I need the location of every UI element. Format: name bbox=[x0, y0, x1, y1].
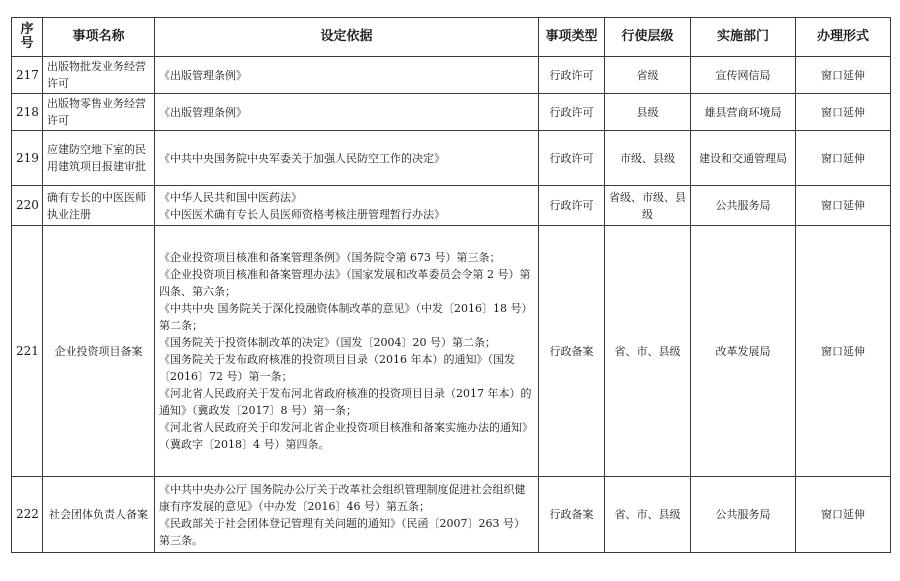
row-form: 窗口延伸 bbox=[796, 477, 891, 553]
row-basis bbox=[155, 186, 539, 226]
basis-line: 《河北省人民政府关于发布河北省政府核准的投资项目目录（2017 年本）的通知》（冀政发〔2017〕8 号）第一条； bbox=[159, 387, 532, 417]
row-form: 窗口延伸 bbox=[796, 186, 891, 226]
row-level: 市级、县级 bbox=[605, 131, 691, 186]
row-form: 窗口延伸 bbox=[796, 57, 891, 94]
basis-line: 《河北省人民政府关于印发河北省企业投资项目核准和备案实施办法的通知》（冀政字〔2018〕4 号）第四条。 bbox=[159, 421, 533, 451]
basis-line: 《出版管理条例》 bbox=[159, 68, 247, 82]
basis-line: 《中共中央 国务院关于深化投融资体制改革的意见》（中发〔2016〕18 号）第二条； bbox=[159, 302, 533, 332]
row-dept: 雄县营商环境局 bbox=[691, 94, 796, 131]
basis-line: 《民政部关于社会团体登记管理有关问题的通知》（民函〔2007〕263 号）第三条。 bbox=[159, 516, 525, 547]
table-row bbox=[12, 477, 891, 553]
row-form: 窗口延伸 bbox=[796, 131, 891, 186]
header-basis: 设定依据 bbox=[155, 18, 539, 57]
header-seq: 序号 bbox=[12, 18, 43, 57]
row-dept: 公共服务局 bbox=[691, 186, 796, 226]
row-seq: 219 bbox=[12, 131, 43, 186]
basis-line: 《国务院关于投资体制改革的决定》（国发〔2004〕20 号）第二条； bbox=[159, 336, 496, 349]
row-dept: 改革发展局 bbox=[691, 226, 796, 477]
row-dept: 宣传网信局 bbox=[691, 57, 796, 94]
matters-table bbox=[11, 17, 891, 553]
header-level: 行使层级 bbox=[605, 18, 691, 57]
row-level: 省、市、县级 bbox=[605, 226, 691, 477]
row-name: 应建防空地下室的民用建筑项目报建审批 bbox=[43, 131, 155, 186]
row-seq: 222 bbox=[12, 477, 43, 553]
row-type: 行政许可 bbox=[539, 186, 605, 226]
row-type: 行政备案 bbox=[539, 226, 605, 477]
row-basis bbox=[155, 94, 539, 131]
row-form: 窗口延伸 bbox=[796, 94, 891, 131]
row-level: 省级 bbox=[605, 57, 691, 94]
row-name: 企业投资项目备案 bbox=[43, 226, 155, 477]
row-basis bbox=[155, 57, 539, 94]
row-seq: 218 bbox=[12, 94, 43, 131]
header-type: 事项类型 bbox=[539, 18, 605, 57]
row-seq: 221 bbox=[12, 226, 43, 477]
basis-line: 《企业投资项目核准和备案管理办法》（国家发展和改革委员会令第 2 号）第四条、第六条； bbox=[159, 268, 531, 298]
row-seq: 217 bbox=[12, 57, 43, 94]
row-name: 出版物零售业务经营许可 bbox=[43, 94, 155, 131]
basis-line: 《中医医术确有专长人员医师资格考核注册管理暂行办法》 bbox=[159, 207, 445, 221]
basis-line: 《企业投资项目核准和备案管理条例》（国务院令第 673 号）第三条； bbox=[159, 251, 501, 264]
row-level: 省级、市级、县级 bbox=[605, 186, 691, 226]
row-dept: 建设和交通管理局 bbox=[691, 131, 796, 186]
table-row bbox=[12, 57, 891, 94]
row-seq: 220 bbox=[12, 186, 43, 226]
row-name: 出版物批发业务经营许可 bbox=[43, 57, 155, 94]
header-row bbox=[12, 18, 891, 57]
row-form: 窗口延伸 bbox=[796, 226, 891, 477]
basis-line: 《中华人民共和国中医药法》 bbox=[159, 190, 302, 204]
table-row bbox=[12, 131, 891, 186]
row-level: 省、市、县级 bbox=[605, 477, 691, 553]
basis-line: 《中共中央国务院中央军委关于加强人民防空工作的决定》 bbox=[159, 151, 445, 165]
row-type: 行政备案 bbox=[539, 477, 605, 553]
row-basis bbox=[155, 477, 539, 553]
row-basis bbox=[155, 226, 539, 477]
basis-line: 《国务院关于发布政府核准的投资项目目录（2016 年本）的通知》（国发〔2016〕72 号）第一条； bbox=[159, 353, 515, 383]
row-level: 县级 bbox=[605, 94, 691, 131]
header-form: 办理形式 bbox=[796, 18, 891, 57]
row-type: 行政许可 bbox=[539, 131, 605, 186]
row-dept: 公共服务局 bbox=[691, 477, 796, 553]
header-name: 事项名称 bbox=[43, 18, 155, 57]
row-type: 行政许可 bbox=[539, 57, 605, 94]
table-row bbox=[12, 226, 891, 477]
row-name: 确有专长的中医医师执业注册 bbox=[43, 186, 155, 226]
basis-line: 《出版管理条例》 bbox=[159, 105, 247, 119]
table-row bbox=[12, 186, 891, 226]
header-dept: 实施部门 bbox=[691, 18, 796, 57]
row-type: 行政许可 bbox=[539, 94, 605, 131]
basis-line: 《中共中央办公厅 国务院办公厅关于改革社会组织管理制度促进社会组织健康有序发展的意见》（中办发〔2016〕46 号）第五条； bbox=[159, 482, 526, 513]
row-name: 社会团体负责人备案 bbox=[43, 477, 155, 553]
table-row bbox=[12, 94, 891, 131]
row-basis bbox=[155, 131, 539, 186]
